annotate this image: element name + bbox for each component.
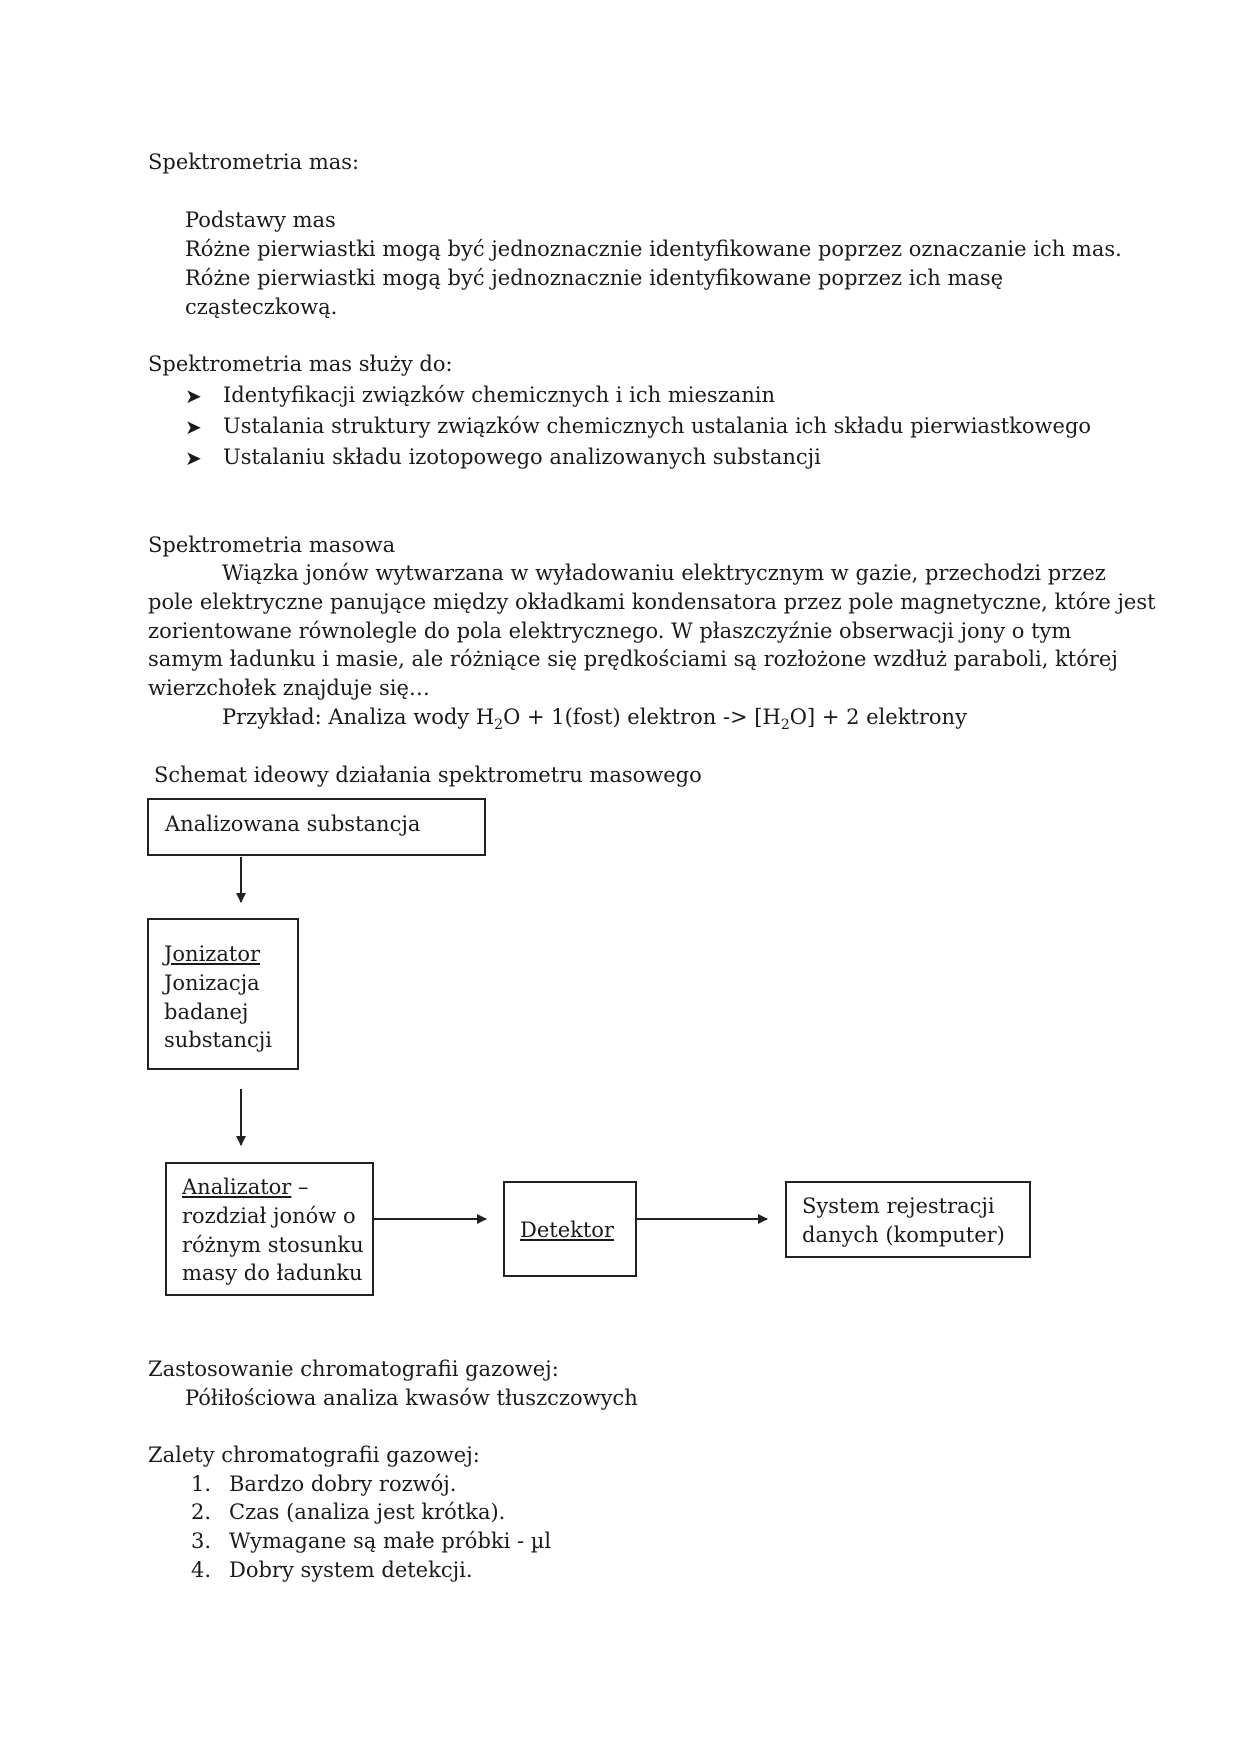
list-item: Bardzo dobry rozwój. <box>229 1472 457 1496</box>
list-number: 1. <box>191 1472 212 1496</box>
paragraph-line: samym ładunku i masie, ale różniące się prędkościami są rozłożone wzdłuż paraboli, której <box>148 647 1118 671</box>
section-title-zastosowanie: Spektrometria mas służy do: <box>148 352 453 376</box>
list-item: Identyfikacji związków chemicznych i ich mieszanin <box>223 383 776 407</box>
box-heading: Analizator – <box>182 1175 309 1199</box>
list-item: Czas (analiza jest krótka). <box>229 1500 506 1524</box>
list-item: Wymagane są małe próbki - µl <box>229 1529 552 1553</box>
box-label: różnym stosunku <box>182 1233 364 1257</box>
text-line: cząsteczkową. <box>185 295 338 319</box>
diagram-title: Schemat ideowy działania spektrometru masowego <box>154 763 702 787</box>
list-number: 3. <box>191 1529 212 1553</box>
section-title-zalety: Zalety chromatografii gazowej: <box>148 1443 480 1467</box>
box-label: Jonizacja <box>164 971 260 995</box>
box-label: masy do ładunku <box>182 1261 363 1285</box>
paragraph-line: Wiązka jonów wytwarzana w wyładowaniu elektrycznym w gazie, przechodzi przez <box>222 561 1106 585</box>
box-label: substancji <box>164 1028 272 1052</box>
paragraph-line: wierzchołek znajduje się… <box>148 676 430 700</box>
arrowhead-bullet-icon: ➤ <box>185 384 202 408</box>
box-heading: Jonizator <box>164 942 261 966</box>
box-label: Analizowana substancja <box>165 812 421 836</box>
box-label: danych (komputer) <box>802 1223 1005 1247</box>
section-title-spektrometria-masowa: Spektrometria masowa <box>148 533 396 557</box>
arrowhead-bullet-icon: ➤ <box>185 446 202 470</box>
list-number: 2. <box>191 1500 212 1524</box>
text-line: Różne pierwiastki mogą być jednoznacznie identyfikowane poprzez ich masę <box>185 266 1004 290</box>
box-label: badanej <box>164 1000 249 1024</box>
subtitle-podstawy-mas: Podstawy mas <box>185 208 336 232</box>
text-line: Półiłościowa analiza kwasów tłuszczowych <box>185 1386 638 1410</box>
box-heading: Detektor <box>520 1218 614 1242</box>
box-label: rozdział jonów o <box>182 1204 356 1228</box>
paragraph-line: pole elektryczne panujące między okładkami kondensatora przez pole magnetyczne, które jest <box>148 590 1156 614</box>
list-item: Ustalania struktury związków chemicznych ustalania ich składu pierwiastkowego <box>223 414 1092 438</box>
section-title-chromatografia: Zastosowanie chromatografii gazowej: <box>148 1357 559 1381</box>
list-item: Dobry system detekcji. <box>229 1558 473 1582</box>
arrowhead-bullet-icon: ➤ <box>185 415 202 439</box>
list-item: Ustalaniu składu izotopowego analizowanych substancji <box>223 445 821 469</box>
section-title-spektrometria-mas: Spektrometria mas: <box>148 150 360 174</box>
text-line: Różne pierwiastki mogą być jednoznacznie identyfikowane poprzez oznaczanie ich mas. <box>185 237 1122 261</box>
example-line: Przykład: Analiza wody $H_2O$ + 1(fost) elektron -> $[H_2O] + 2$ elektrony <box>222 705 967 734</box>
paragraph-line: zorientowane równolegle do pola elektrycznego. W płaszczyźnie obserwacji jony o tym <box>148 619 1072 643</box>
list-number: 4. <box>191 1558 212 1582</box>
box-label: System rejestracji <box>802 1194 995 1218</box>
